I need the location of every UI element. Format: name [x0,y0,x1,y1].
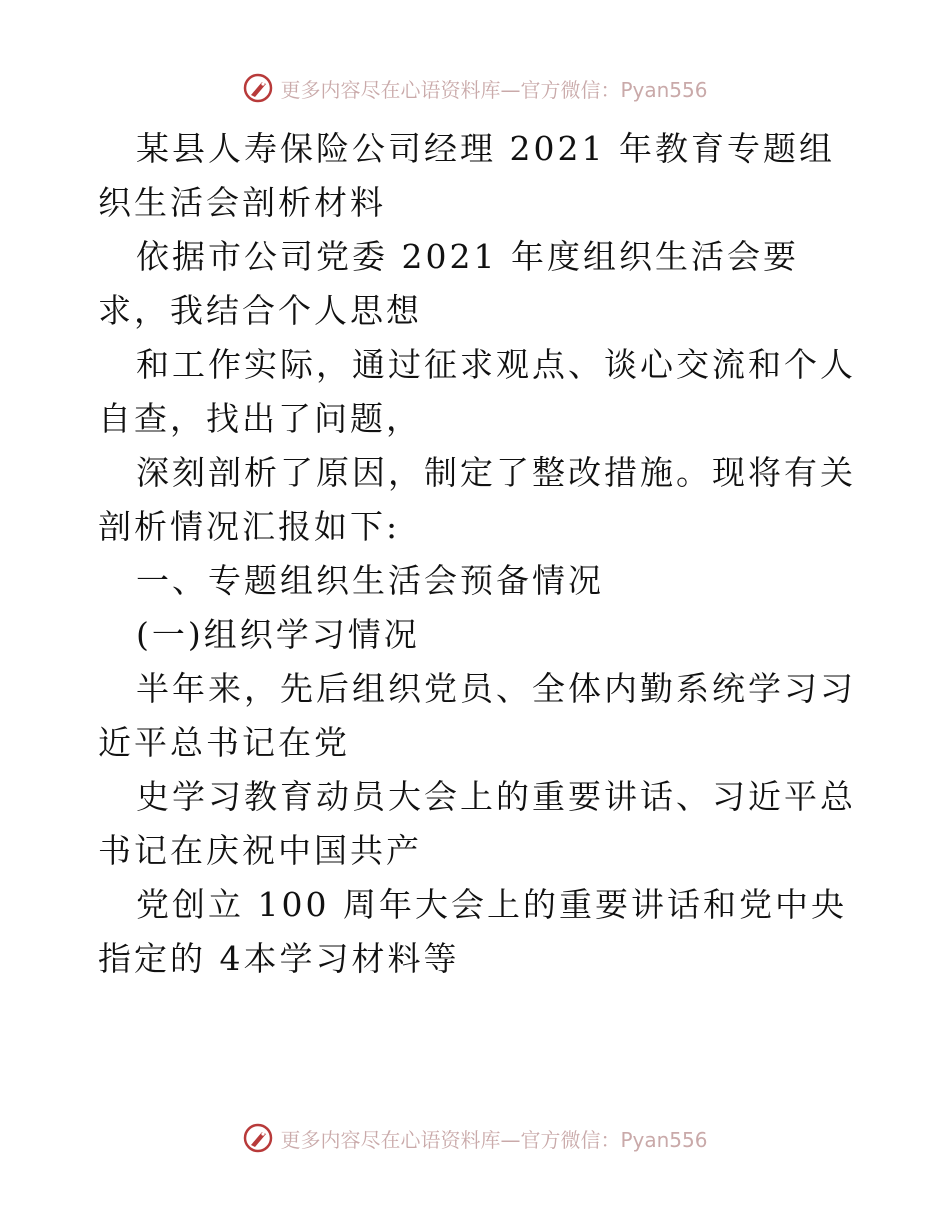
footer-watermark [0,1122,950,1154]
section-heading: 一、专题组织生活会预备情况 [136,561,604,600]
pen-nib-logo-icon [242,72,274,104]
paragraph: 依据市公司党委 2021 年度组织生活会要求，我结合个人思想 [98,237,799,330]
document-body [98,122,858,986]
pen-nib-logo-icon [242,1122,274,1154]
paragraph: 和工作实际，通过征求观点、谈心交流和个人自查，找出了问题， [98,345,856,438]
document-title: 某县人寿保险公司经理 2021 年教育专题组织生活会剖析材料 [98,129,835,222]
header-watermark [0,72,950,104]
paragraph: 党创立 100 周年大会上的重要讲话和党中央指定的 4本学习材料等 [98,885,847,978]
watermark-text: 更多内容尽在心语资料库—官方微信：Pyan556 [280,1127,708,1152]
paragraph: 深刻剖析了原因，制定了整改措施。现将有关剖析情况汇报如下: [98,453,856,546]
subsection-heading: (一)组织学习情况 [136,615,420,654]
watermark-text: 更多内容尽在心语资料库—官方微信：Pyan556 [280,77,708,102]
paragraph: 半年来，先后组织党员、全体内勤系统学习习近平总书记在党 [98,669,856,762]
paragraph: 史学习教育动员大会上的重要讲话、习近平总书记在庆祝中国共产 [98,777,856,870]
